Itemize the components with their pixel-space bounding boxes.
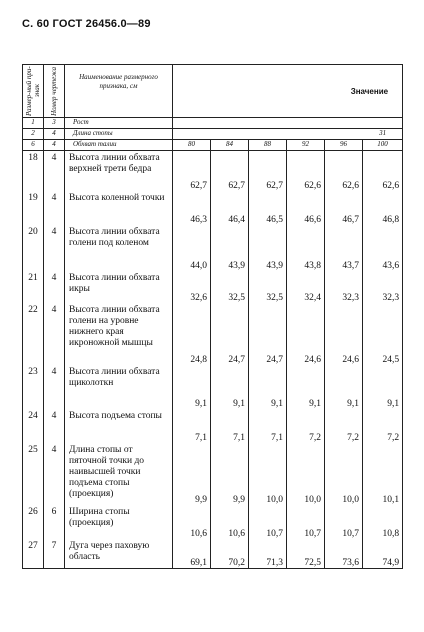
- drawing-number: 4: [44, 271, 65, 303]
- value-cell: 10,7: [325, 505, 363, 539]
- value-cell: 10,1: [363, 443, 403, 505]
- feature-number: 26: [23, 505, 44, 539]
- value-cell: 46,8: [363, 191, 403, 225]
- value-cell: 32,3: [363, 271, 403, 303]
- col-header-feature-name: Наименование размерного признака, см: [65, 65, 173, 118]
- feature-name: Длина стопы от пяточной точки до наивысшей точки подъема стопы (проекция): [65, 443, 173, 505]
- value-cell: 62,6: [363, 151, 403, 191]
- value-cell: 62,7: [211, 151, 249, 191]
- header-row-foot-length: 2 4 Длина стопы 31: [23, 129, 403, 140]
- value-cell: 10,0: [249, 443, 287, 505]
- drawing-number: 4: [44, 409, 65, 443]
- feature-number: 20: [23, 225, 44, 271]
- feature-name: Высота линии обхвата верхней трети бедра: [65, 151, 173, 191]
- value-cell: 7,1: [173, 409, 211, 443]
- value-cell: 9,1: [363, 365, 403, 409]
- value-cell: 62,7: [173, 151, 211, 191]
- value-cell: 24,7: [249, 303, 287, 365]
- value-cell: 74,9: [363, 539, 403, 569]
- feature-number: 24: [23, 409, 44, 443]
- value-cell: 32,6: [173, 271, 211, 303]
- value-cell: 71,3: [249, 539, 287, 569]
- value-cell: 9,9: [211, 443, 249, 505]
- value-cell: 10,7: [287, 505, 325, 539]
- value-cell: 43,9: [249, 225, 287, 271]
- value-cell: 70,2: [211, 539, 249, 569]
- drawing-number: 4: [44, 365, 65, 409]
- value-cell: 43,7: [325, 225, 363, 271]
- value-cell: 10,0: [325, 443, 363, 505]
- value-cell: 9,1: [211, 365, 249, 409]
- value-cell: 24,7: [211, 303, 249, 365]
- table-row: [23, 505, 403, 539]
- feature-name: Высота линии обхвата голени под коленом: [65, 225, 173, 271]
- value-cell: 24,6: [287, 303, 325, 365]
- value-cell: 10,0: [287, 443, 325, 505]
- feature-number: 27: [23, 539, 44, 569]
- page-header: С. 60 ГОСТ 26456.0—89: [22, 18, 151, 30]
- value-cell: 9,9: [173, 443, 211, 505]
- feature-name: Высота линии обхвата икры: [65, 271, 173, 303]
- table-row: [23, 409, 403, 443]
- value-cell: 7,1: [211, 409, 249, 443]
- value-cell: 46,7: [325, 191, 363, 225]
- header-row-waist: 6 4 Обхват талии 80 84 88 92 96 100: [23, 140, 403, 151]
- feature-number: 22: [23, 303, 44, 365]
- value-cell: 24,5: [363, 303, 403, 365]
- value-cell: 46,6: [287, 191, 325, 225]
- value-cell: 10,7: [249, 505, 287, 539]
- col-header-feature-no: Размер-ный при-знак: [23, 65, 44, 118]
- dimension-table: [22, 64, 403, 569]
- value-cell: 7,1: [249, 409, 287, 443]
- value-cell: 62,6: [287, 151, 325, 191]
- drawing-number: 7: [44, 539, 65, 569]
- table-row: [23, 539, 403, 569]
- table-row: [23, 365, 403, 409]
- value-cell: 46,3: [173, 191, 211, 225]
- col-header-value: Значение: [173, 65, 403, 118]
- value-cell: 10,8: [363, 505, 403, 539]
- feature-name: Высота подъема стопы: [65, 409, 173, 443]
- table-row: [23, 191, 403, 225]
- value-cell: 24,6: [325, 303, 363, 365]
- feature-number: 23: [23, 365, 44, 409]
- table-row: [23, 271, 403, 303]
- value-cell: 32,5: [249, 271, 287, 303]
- value-cell: 9,1: [325, 365, 363, 409]
- feature-name: Ширина стопы (проекция): [65, 505, 173, 539]
- value-cell: 9,1: [173, 365, 211, 409]
- table-row: [23, 443, 403, 505]
- feature-number: 19: [23, 191, 44, 225]
- table-row: [23, 225, 403, 271]
- col-header-drawing-no: Номер чертежа: [44, 65, 65, 118]
- feature-name: Высота коленной точки: [65, 191, 173, 225]
- value-cell: 10,6: [211, 505, 249, 539]
- value-cell: 69,1: [173, 539, 211, 569]
- value-cell: 7,2: [287, 409, 325, 443]
- drawing-number: 4: [44, 443, 65, 505]
- value-cell: 73,6: [325, 539, 363, 569]
- value-cell: 9,1: [249, 365, 287, 409]
- value-cell: 7,2: [325, 409, 363, 443]
- header-row-height: 1 3 Рост: [23, 118, 403, 129]
- value-cell: 24,8: [173, 303, 211, 365]
- feature-name: Высота линии обхвата щиколоткн: [65, 365, 173, 409]
- drawing-number: 4: [44, 151, 65, 191]
- value-cell: 62,7: [249, 151, 287, 191]
- feature-name: Дуга через паховую область: [65, 539, 173, 569]
- feature-number: 25: [23, 443, 44, 505]
- value-cell: 43,8: [287, 225, 325, 271]
- feature-number: 21: [23, 271, 44, 303]
- value-cell: 43,6: [363, 225, 403, 271]
- table-row: [23, 151, 403, 191]
- feature-name: Высота линии обхвата голени на уровне нижнего края икроножной мышцы: [65, 303, 173, 365]
- drawing-number: 6: [44, 505, 65, 539]
- value-cell: 10,6: [173, 505, 211, 539]
- value-cell: 46,4: [211, 191, 249, 225]
- drawing-number: 4: [44, 303, 65, 365]
- feature-number: 18: [23, 151, 44, 191]
- value-cell: 72,5: [287, 539, 325, 569]
- value-cell: 7,2: [363, 409, 403, 443]
- value-cell: 9,1: [287, 365, 325, 409]
- value-cell: 62,6: [325, 151, 363, 191]
- table-row: [23, 303, 403, 365]
- drawing-number: 4: [44, 225, 65, 271]
- value-cell: 43,9: [211, 225, 249, 271]
- value-cell: 32,5: [211, 271, 249, 303]
- value-cell: 32,4: [287, 271, 325, 303]
- value-cell: 32,3: [325, 271, 363, 303]
- drawing-number: 4: [44, 191, 65, 225]
- value-cell: 44,0: [173, 225, 211, 271]
- value-cell: 46,5: [249, 191, 287, 225]
